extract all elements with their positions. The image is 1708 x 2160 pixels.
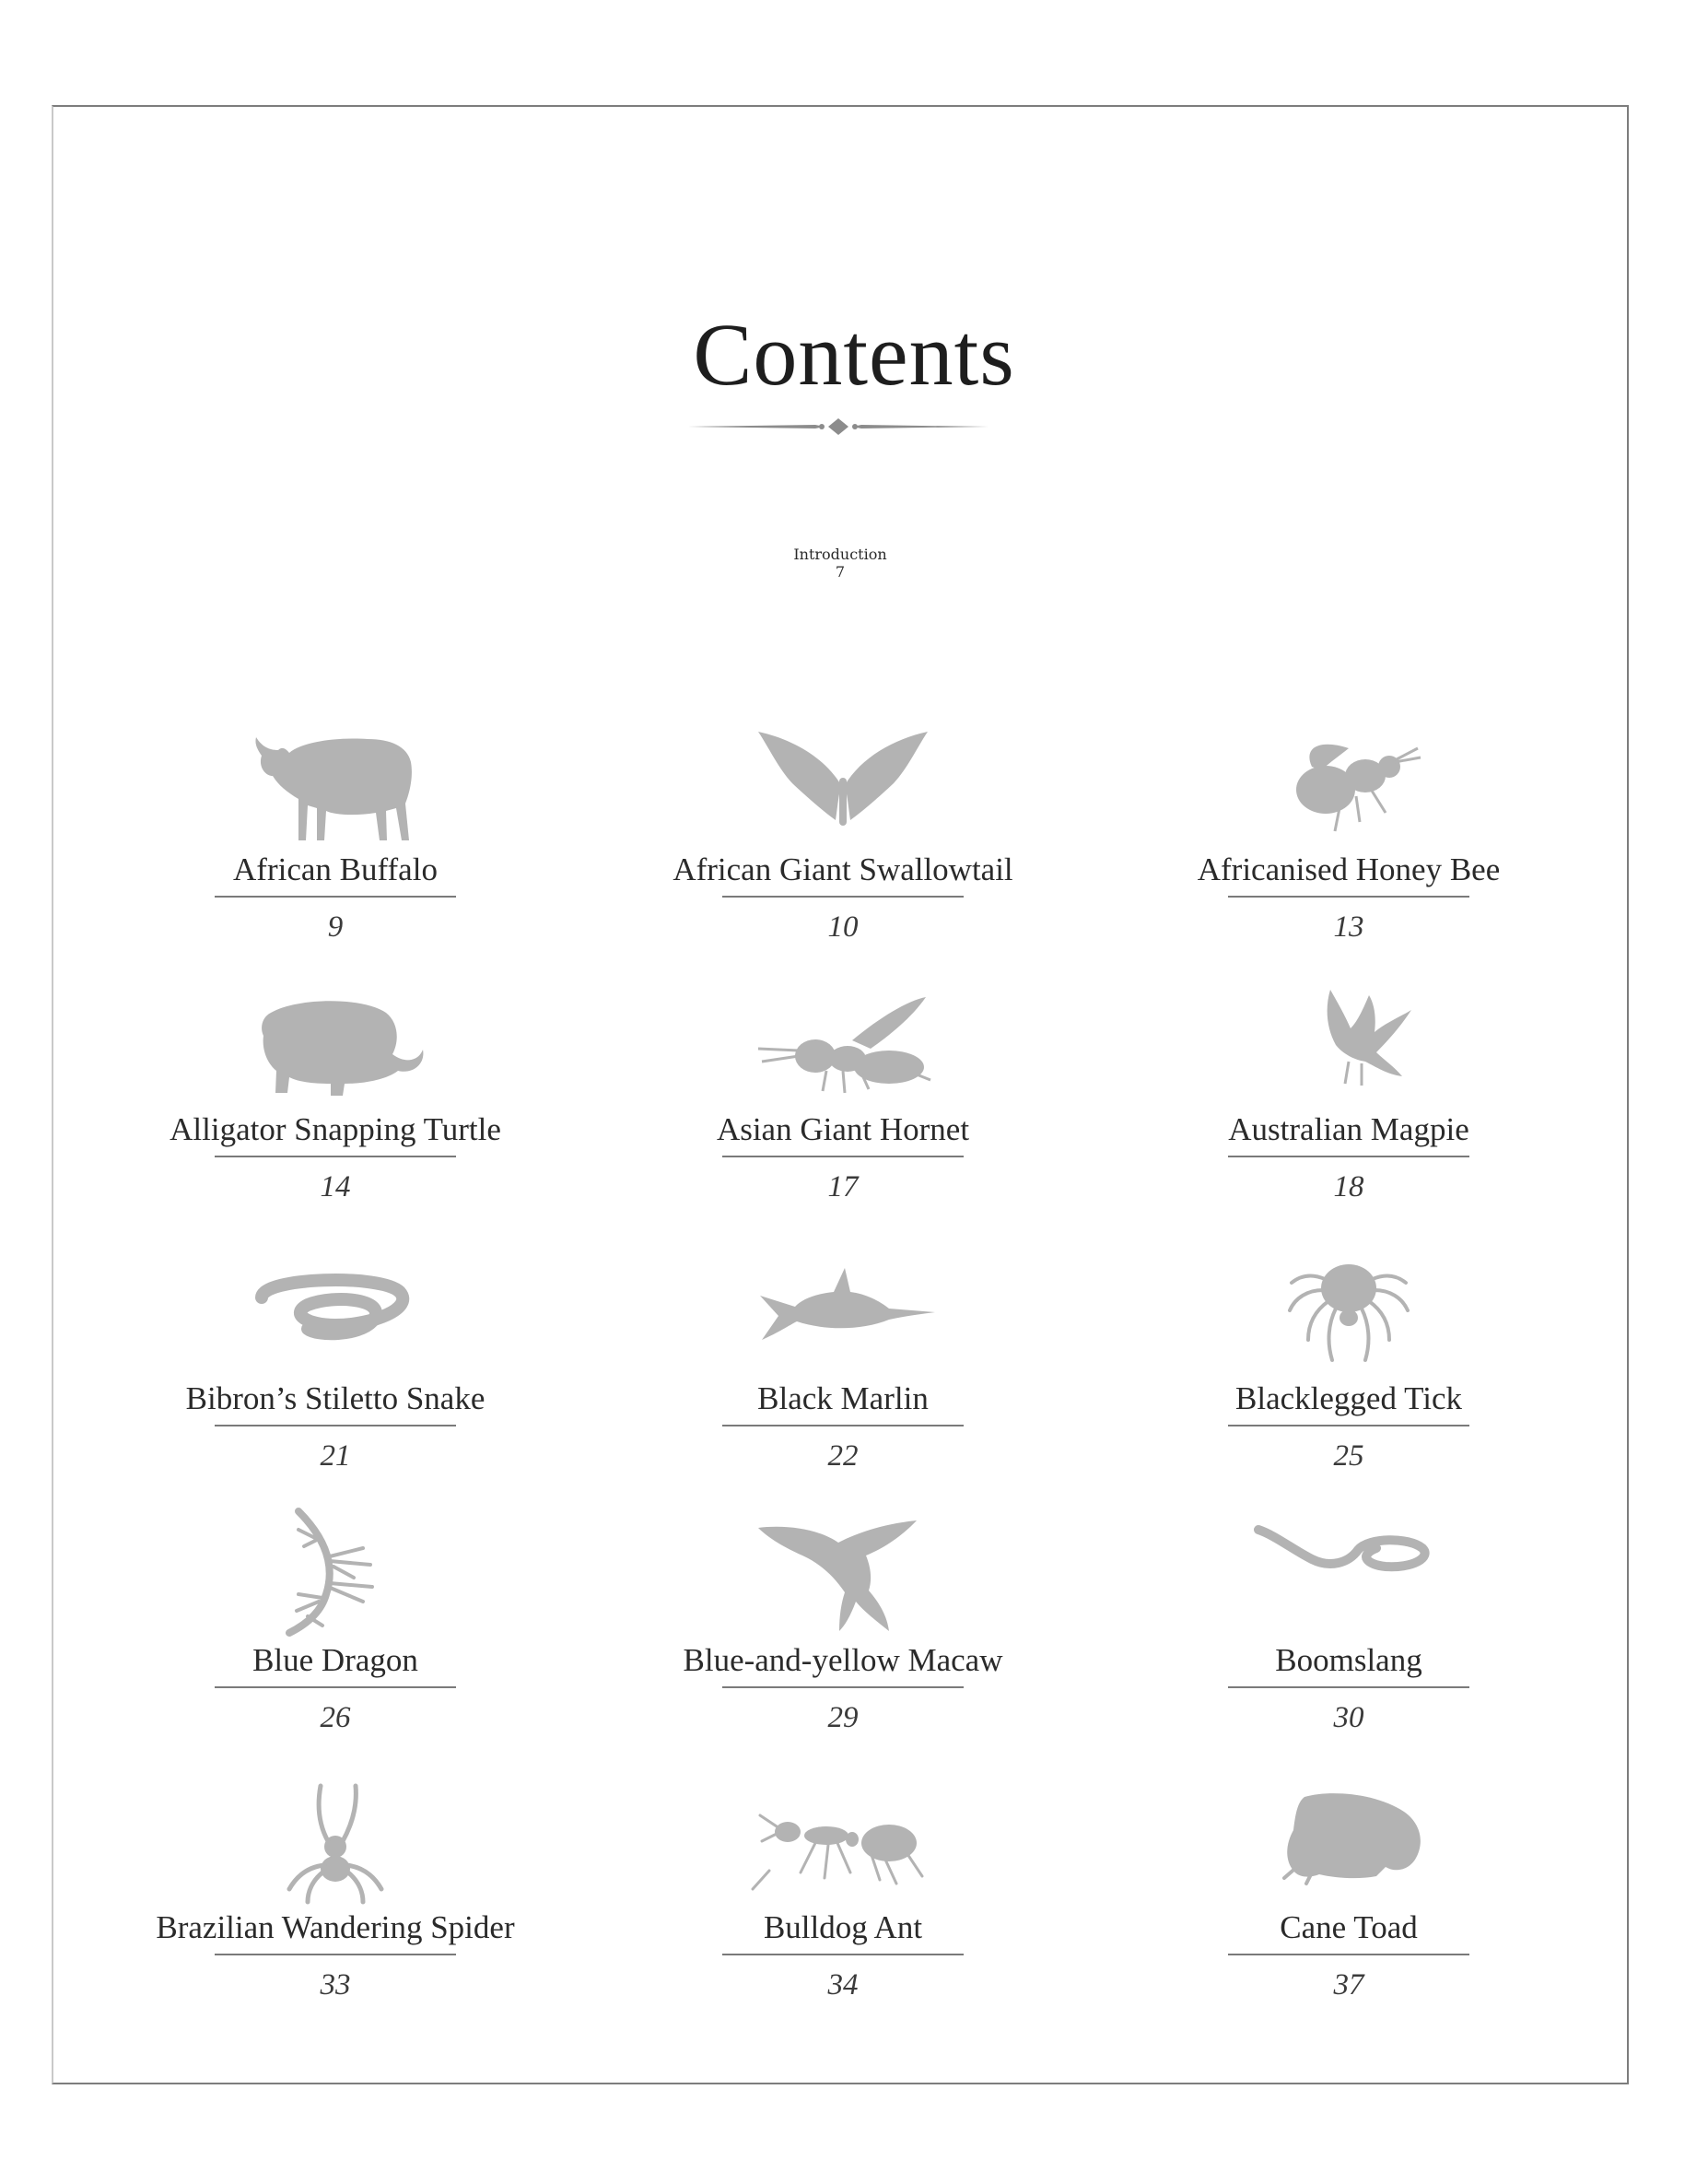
entry-page-number: 29 (827, 1701, 859, 1734)
magpie-icon (1247, 971, 1450, 1109)
macaw-icon (742, 1502, 944, 1640)
entry-label: Asian Giant Hornet (716, 1111, 970, 1147)
toc-entry-africanised-honey-bee[interactable] (1109, 711, 1588, 945)
entry-page-number: 33 (320, 1968, 351, 2002)
toc-entry-african-buffalo[interactable] (96, 711, 575, 945)
toc-entry-blacklegged-tick[interactable] (1109, 1240, 1588, 1474)
entry-label: Brazilian Wandering Spider (156, 1909, 515, 1945)
toc-entry-bibrons-stiletto-snake[interactable] (96, 1240, 575, 1474)
entry-rule (722, 1156, 964, 1157)
toc-entry-asian-giant-hornet[interactable] (603, 971, 1082, 1205)
tick-icon (1247, 1240, 1450, 1379)
entry-page-number: 13 (1333, 910, 1364, 944)
toad-icon (1247, 1769, 1450, 1908)
entry-label: Bulldog Ant (763, 1909, 923, 1945)
entry-rule (722, 1425, 964, 1426)
sea-slug-icon (234, 1502, 437, 1640)
entry-page-number: 34 (827, 1968, 859, 2002)
bee-icon (1247, 711, 1450, 850)
entry-page-number: 9 (327, 910, 344, 944)
entry-rule (1228, 896, 1469, 898)
page-title: Contents (693, 305, 1015, 404)
entry-label: Cane Toad (1280, 1909, 1418, 1945)
entry-label: Boomslang (1275, 1642, 1422, 1678)
entry-page-number: 18 (1333, 1170, 1364, 1203)
entry-page-number: 21 (320, 1439, 351, 1473)
entry-label: Africanised Honey Bee (1197, 851, 1501, 887)
entry-label: African Buffalo (233, 851, 438, 887)
entry-label: Introduction (793, 546, 887, 563)
marlin-icon (742, 1240, 944, 1379)
butterfly-icon (742, 711, 944, 850)
toc-entry-blue-dragon[interactable] (96, 1502, 575, 1736)
toc-entry-introduction[interactable] (601, 546, 1080, 581)
turtle-icon (234, 971, 437, 1109)
entry-label: Bibron’s Stiletto Snake (185, 1380, 485, 1416)
toc-entry-bulldog-ant[interactable] (603, 1769, 1082, 2003)
entry-page-number: 7 (835, 563, 846, 581)
toc-entry-black-marlin[interactable] (603, 1240, 1082, 1474)
entry-rule (1228, 1954, 1469, 1955)
entry-label: African Giant Swallowtail (673, 851, 1013, 887)
entry-page-number: 14 (320, 1170, 351, 1203)
entry-label: Blue Dragon (252, 1642, 418, 1678)
entry-page-number: 37 (1333, 1968, 1364, 2002)
entry-rule (215, 1425, 456, 1426)
entry-page-number: 22 (827, 1439, 859, 1473)
ant-icon (742, 1769, 944, 1908)
snake-icon (1247, 1502, 1450, 1640)
entry-rule (1228, 1425, 1469, 1426)
entry-page-number: 17 (827, 1170, 859, 1203)
toc-entry-cane-toad[interactable] (1109, 1769, 1588, 2003)
entry-label: Black Marlin (757, 1380, 929, 1416)
toc-entry-brazilian-wandering-spider[interactable] (96, 1769, 575, 2003)
entry-label: Australian Magpie (1228, 1111, 1469, 1147)
entry-rule (1228, 1156, 1469, 1157)
entry-label: Blue-and-yellow Macaw (683, 1642, 1003, 1678)
entry-page-number: 10 (827, 910, 859, 944)
entry-rule (1228, 1686, 1469, 1688)
entry-label: Blacklegged Tick (1235, 1380, 1462, 1416)
toc-entry-boomslang[interactable] (1109, 1502, 1588, 1736)
entry-rule (215, 1954, 456, 1955)
toc-entry-australian-magpie[interactable] (1109, 971, 1588, 1205)
entry-page-number: 30 (1333, 1701, 1364, 1734)
toc-entry-blue-and-yellow-macaw[interactable] (603, 1502, 1082, 1736)
entry-rule (215, 1686, 456, 1688)
entry-page-number: 26 (320, 1701, 351, 1734)
entry-rule (215, 896, 456, 898)
toc-entry-alligator-snapping-turtle[interactable] (96, 971, 575, 1205)
entry-label: Alligator Snapping Turtle (170, 1111, 501, 1147)
toc-entry-african-giant-swallowtail[interactable] (603, 711, 1082, 945)
entry-rule (722, 1954, 964, 1955)
title-ornament (686, 415, 990, 439)
hornet-icon (742, 971, 944, 1109)
buffalo-icon (234, 711, 437, 850)
entry-rule (215, 1156, 456, 1157)
coiled-snake-icon (234, 1240, 437, 1379)
entry-rule (722, 1686, 964, 1688)
spider-icon (234, 1769, 437, 1908)
entry-rule (722, 896, 964, 898)
entry-page-number: 25 (1333, 1439, 1364, 1473)
